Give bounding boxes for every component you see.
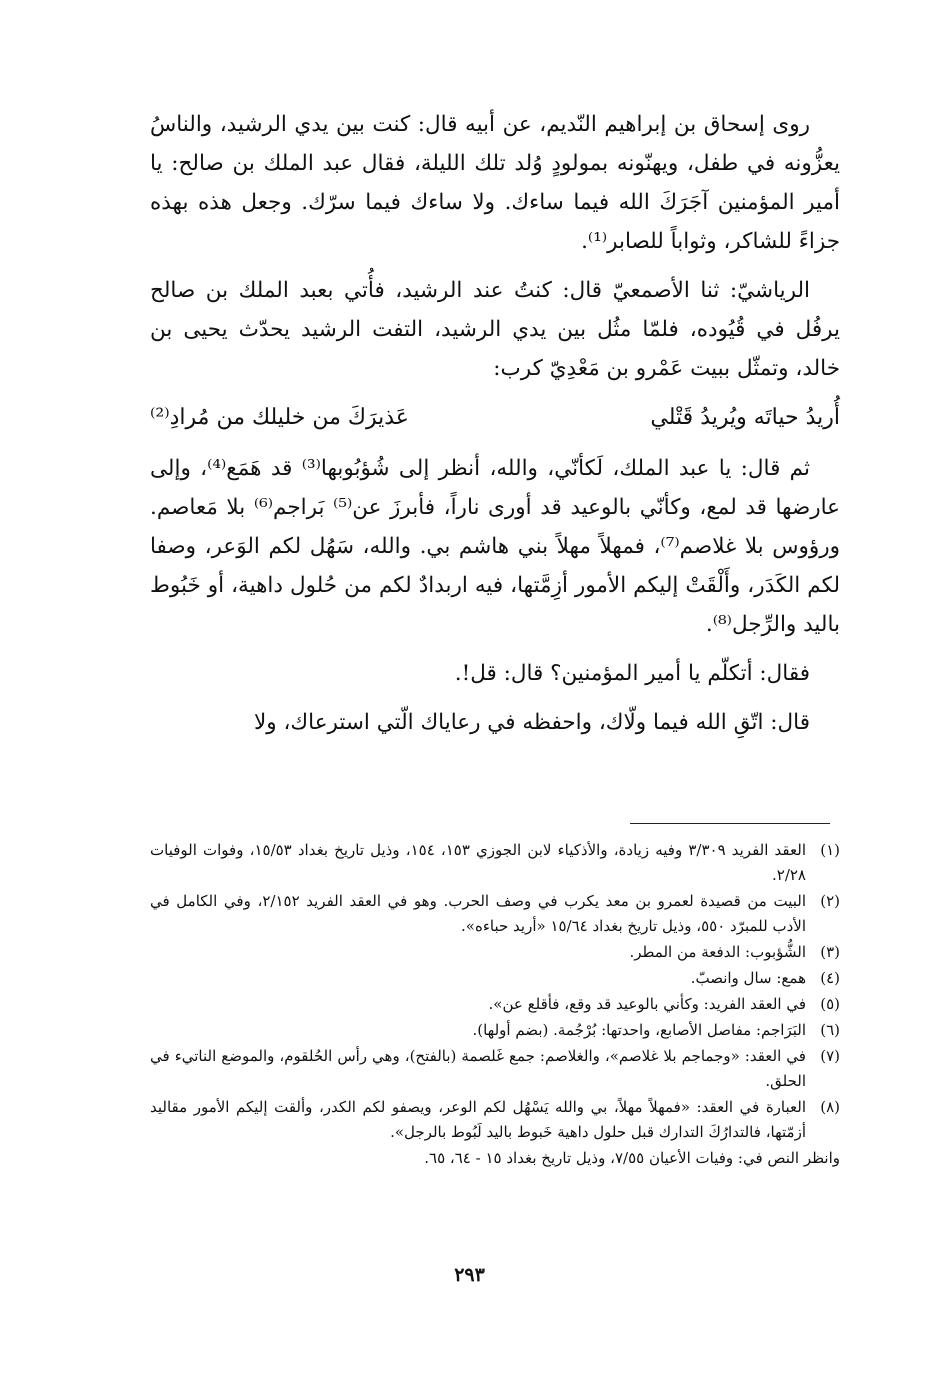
footnote-text: العقد الفريد ٣/٣٠٩ وفيه زيادة، والأذكياء لابن الجوزي ١٥٣، ١٥٤، وذيل تاريخ بغداد <box>297 841 806 859</box>
footnote-2 <box>150 889 840 939</box>
paragraph-5: قال: اتّقِ الله فيما ولّاك، واحفظه في رعاياك الّتي استرعاك، ولا <box>254 710 810 735</box>
paragraph-3: ثم قال: يا عبد الملك، لَكأنّي، والله، أنظر إلى شُؤبُوبها⁽³⁾ قد هَمَع⁽⁴⁾، وإلى عارضها قد لمع، وكأنّي بالوعيد قد أورى ناراً، فأبرزَ عن⁽⁵⁾ بَراجم⁽⁶⁾ بلا مَعاصم. ورؤوس بلا غلاصم⁽⁷⁾، فمهلاً مهلاً بني هاشم بي. والله، سَهُل لكم الوَعر، وصفا لكم الكَدَر، وأَلْقَتْ إليكم الأمور أزِمَّتها، فيه اربدادٌ لكم من حُلول داهية، أو خَبُوط باليد والرِّجل⁽⁸⁾. <box>150 456 840 637</box>
footnote-text: في العقد الفريد: وكأني بالوعيد قد وقع، فأقلع عن». <box>488 995 806 1013</box>
footnote-3 <box>150 940 840 965</box>
footnote-number: (١) <box>820 841 840 859</box>
footnote-1 <box>150 838 840 888</box>
footnote-number: (٨) <box>820 1098 840 1116</box>
footnote-number: (٧) <box>820 1047 840 1065</box>
footnote-text: ١٥/٥٣، وفوات الوفيات ٢/٢٨. <box>150 841 806 884</box>
footnote-8 <box>150 1095 840 1145</box>
footnote-text: وفي الكامل في الأدب للمبرّد ٥٥٠، وذيل تاريخ بغداد ١٥/٦٤ «أريد حباءه». <box>150 892 806 935</box>
footnote-6 <box>150 1018 840 1043</box>
paragraph-1: روى إسحاق بن إبراهيم النّديم، عن أبيه قال: كنت بين يدي الرشيد، والناسُ يعزُّونه في طفل، ويهنّونه بمولودٍ وُلد تلك الليلة، فقال عبد الملك بن صالح: يا أمير المؤمنين آجَرَكَ الله فيما ساءك. ولا ساءك فيما سرّك. وجعل هذه بهذه جزاءً للشاكر، وثواباً للصابر⁽¹⁾. <box>150 112 840 254</box>
footnote-number: (٥) <box>820 995 840 1013</box>
page-number: ٢٩٣ <box>454 1264 485 1286</box>
footnote-text: في العقد: «وجماجم بلا غلاصم»، والغلاصم: جمع غَلصمة (بالفتح)، وهي رأس <box>337 1047 806 1065</box>
footnote-divider <box>630 823 830 824</box>
footnotes <box>150 838 840 1172</box>
paragraph-2: الرياشيّ: ثنا الأصمعيّ قال: كنتُ عند الرشيد، فأُتي بعبد الملك بن صالح يرفُل في قُيُوده، فلمّا مثُل بين يدي الرشيد، التفت الرشيد يحدّث يحيى بن خالد، وتمثّل ببيت عَمْرو بن مَعْدِيّ كرب: <box>150 278 840 381</box>
footnote-7 <box>150 1044 840 1094</box>
footnote-number: (٢) <box>820 892 840 910</box>
footnote-number: (٣) <box>820 943 840 961</box>
footnote-text: البيت من قصيدة لعمرو بن معد يكرب في وصف الحرب. وهو في العقد الفريد ٢/١٥٢، <box>257 892 806 910</box>
footnote-text: همع: سال وانصبّ. <box>690 969 806 987</box>
footnote-text: وانظر النص في: وفيات الأعيان ٧/٥٥، وذيل تاريخ بغداد ١٥ - ٦٤، ٦٥. <box>424 1149 840 1167</box>
footnote-5 <box>150 992 840 1017</box>
verse-line <box>150 398 840 437</box>
footnote-text: الحُلقوم، والموضع الناتيء في الحلق. <box>150 1047 806 1090</box>
verse-first-hemistich: أُريدُ حياتَه ويُريدُ قَتْلي <box>650 405 840 430</box>
footnote-text: البَرَاجم: مفاصل الأصابع، واحدتها: بُرْجُمة. (بضم أولها). <box>472 1021 806 1039</box>
footnote-text: إليكم الأمور مقاليد أزمّتها، فالتدارُكَ التدارك قبل حلول داهية خَبوط باليد لَبُوط بالرجل». <box>150 1098 806 1141</box>
footnote-reference <box>150 1146 840 1171</box>
footnote-number: (٤) <box>820 969 840 987</box>
footnote-number: (٦) <box>820 1021 840 1039</box>
main-text <box>150 105 840 752</box>
verse-second-hemistich: عَذيرَكَ من خليلك من مُرادِ⁽²⁾ <box>150 405 409 430</box>
footnote-text: العبارة في العقد: «فمهلاً مهلاً، بي والله يَسْهُل لكم الوعر، ويصفو لكم الكدر، وألقت <box>274 1098 806 1116</box>
footnote-text: الشُّؤبوب: الدفعة من المطر. <box>629 943 806 961</box>
footnote-4 <box>150 966 840 991</box>
paragraph-4: فقال: أتكلّم يا أمير المؤمنين؟ قال: قل!. <box>454 661 810 686</box>
